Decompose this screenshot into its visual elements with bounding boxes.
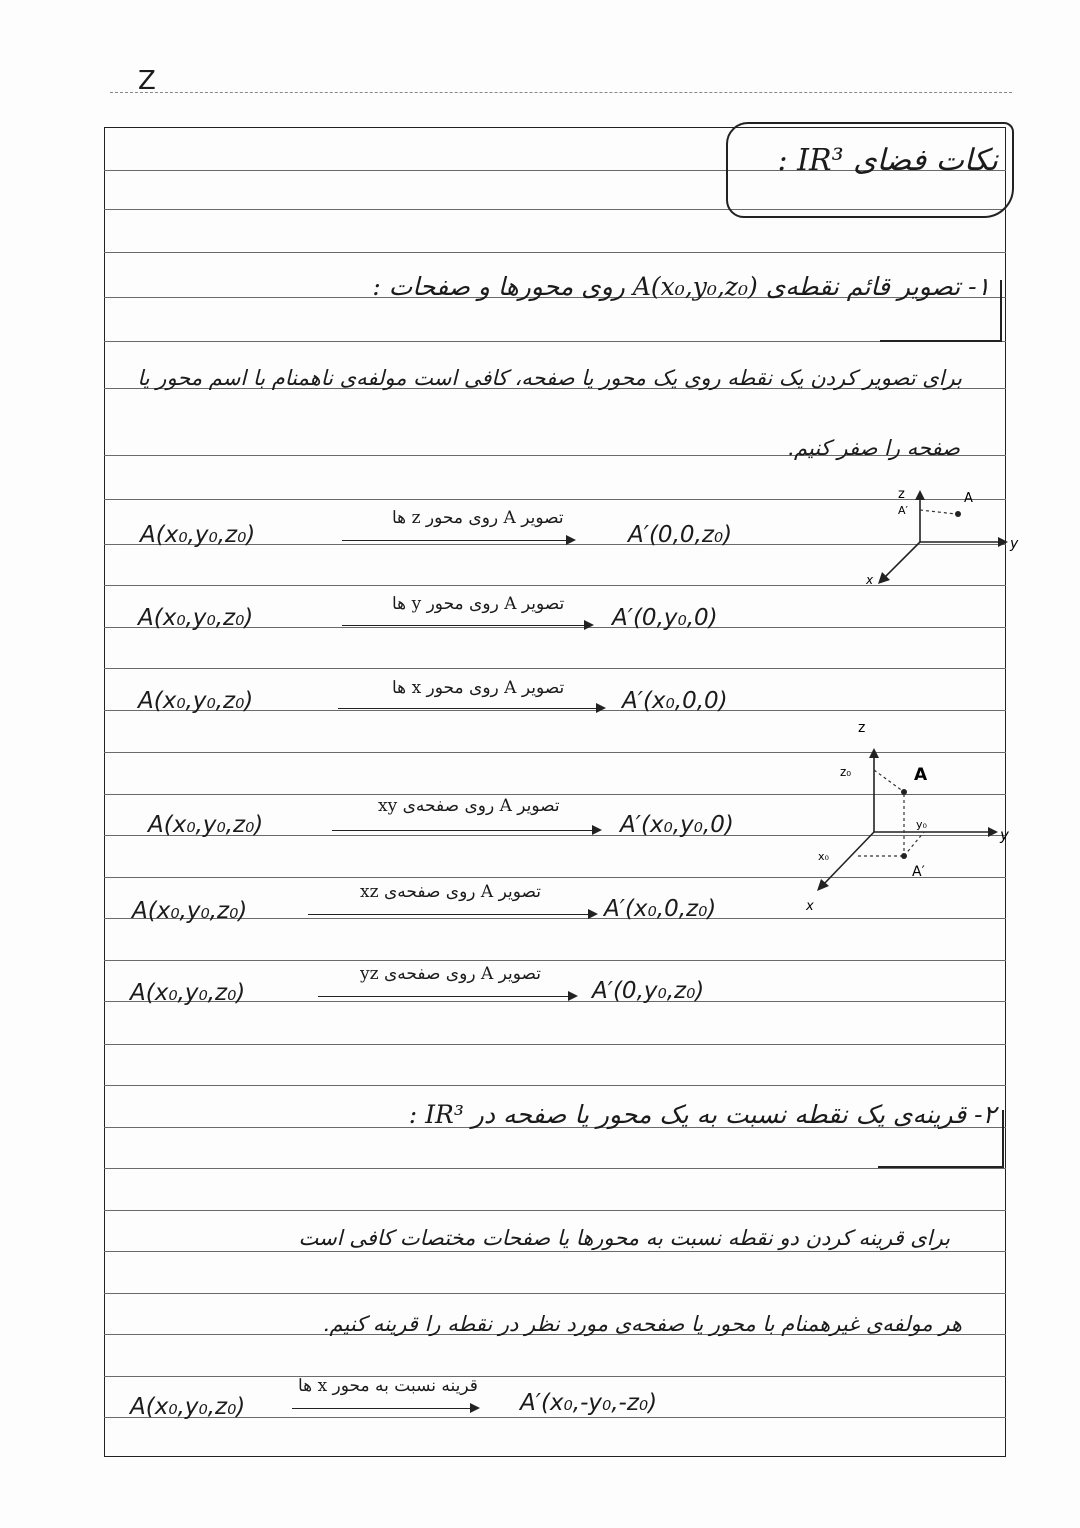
rule-line — [104, 1085, 1006, 1086]
top-margin-line — [110, 92, 1012, 93]
point-a-prime — [901, 853, 907, 859]
z-arrowhead — [915, 490, 925, 500]
rule-line — [104, 341, 1006, 342]
projection-label: تصویر A روی محور x ها — [392, 678, 565, 698]
x-label: x — [806, 899, 814, 914]
z-arrowhead — [869, 748, 879, 758]
section2-paragraph-line1: برای قرینه کردن دو نقطه نسبت به محورها یا صفحات مختصات کافی است — [298, 1226, 950, 1250]
x-axis — [882, 542, 920, 580]
projection-to: A′(x₀,y₀,0) — [620, 812, 734, 838]
y-label: y — [1010, 536, 1019, 552]
x-axis — [822, 832, 874, 886]
symmetry-label: قرینه نسبت به محور x ها — [298, 1376, 478, 1396]
rule-line — [104, 668, 1006, 669]
projection-arrow — [332, 830, 600, 831]
projection-label: تصویر A روی صفحه‌ی yz — [360, 964, 541, 984]
projection-dash — [920, 510, 956, 514]
x-label: x — [866, 573, 874, 587]
projection-arrow — [342, 540, 574, 541]
projection-from: A(x₀,y₀,z₀) — [140, 522, 256, 548]
symmetry-to: A′(x₀,-y₀,-z₀) — [520, 1390, 658, 1416]
projection-arrow — [338, 708, 604, 709]
z0-label: z₀ — [840, 765, 852, 779]
section2-paragraph-line2: هر مولفه‌ی غیرهمنام با محور یا صفحه‌ی مورد نظر در نقطه را قرینه کنیم. — [322, 1312, 962, 1336]
projection-label: تصویر A روی محور z ها — [392, 508, 564, 528]
projection-label: تصویر A روی صفحه‌ی xz — [360, 882, 541, 902]
x0-label: x₀ — [818, 850, 829, 863]
y-label: y — [1000, 826, 1009, 844]
rule-line — [104, 1044, 1006, 1045]
axis-diagram-1 — [860, 484, 1030, 594]
point-a — [901, 789, 907, 795]
projection-from: A(x₀,y₀,z₀) — [138, 688, 254, 714]
projection-to: A′(x₀,0,z₀) — [604, 896, 717, 922]
projection-arrow — [318, 996, 576, 997]
section1-paragraph-line2: صفحه را صفر کنیم. — [787, 436, 960, 460]
projection-to: A′(0,y₀,z₀) — [592, 978, 705, 1004]
dash-z0 — [874, 770, 904, 792]
rule-line — [104, 1210, 1006, 1211]
dash-y0 — [904, 832, 924, 856]
projection-label: تصویر A روی محور y ها — [392, 594, 565, 614]
section2-heading: ۲- قرینه‌ی یک نقطه نسبت به یک محور یا صفحه در IR³ : — [408, 1100, 996, 1129]
rule-line — [104, 1293, 1006, 1294]
projection-to: A′(x₀,0,0) — [622, 688, 728, 714]
symmetry-from: A(x₀,y₀,z₀) — [130, 1394, 246, 1420]
rule-line — [104, 1376, 1006, 1377]
y0-label: y₀ — [916, 818, 927, 831]
heading-bracket — [878, 1110, 1004, 1168]
a-prime-label: A′ — [912, 864, 925, 880]
projection-from: A(x₀,y₀,z₀) — [148, 812, 264, 838]
projection-to: A′(0,y₀,0) — [612, 605, 718, 631]
page-title: نکات فضای IR³ : — [777, 143, 998, 178]
rule-line — [104, 1168, 1006, 1169]
page-number: Z — [138, 66, 156, 96]
section1-heading: ۱- تصویر قائم نقطه‌ی A(x₀,y₀,z₀) روی محورها و صفحات : — [372, 272, 990, 301]
projection-arrow — [342, 625, 592, 626]
axis-diagram-2 — [800, 716, 1030, 916]
heading-bracket — [880, 280, 1002, 342]
z-label: z — [858, 720, 866, 736]
z-label: z — [898, 487, 905, 502]
projection-label: تصویر A روی صفحه‌ی xy — [378, 796, 560, 816]
rule-line — [104, 1251, 1006, 1252]
a-label: A — [964, 491, 973, 506]
rule-line — [104, 960, 1006, 961]
y-arrowhead — [998, 537, 1008, 547]
projection-from: A(x₀,y₀,z₀) — [130, 980, 246, 1006]
a-prime-label: A′ — [898, 504, 909, 517]
a-label: A — [914, 765, 928, 785]
symmetry-arrow — [292, 1408, 478, 1409]
section1-paragraph-line1: برای تصویر کردن یک نقطه روی یک محور یا صفحه، کافی است مولفه‌ی ناهمنام با اسم محور یا — [137, 366, 962, 390]
projection-from: A(x₀,y₀,z₀) — [138, 605, 254, 631]
point-a — [955, 511, 961, 517]
projection-to: A′(0,0,z₀) — [628, 522, 733, 548]
projection-arrow — [308, 914, 596, 915]
projection-from: A(x₀,y₀,z₀) — [132, 898, 248, 924]
y-arrowhead — [988, 827, 998, 837]
rule-line — [104, 252, 1006, 253]
